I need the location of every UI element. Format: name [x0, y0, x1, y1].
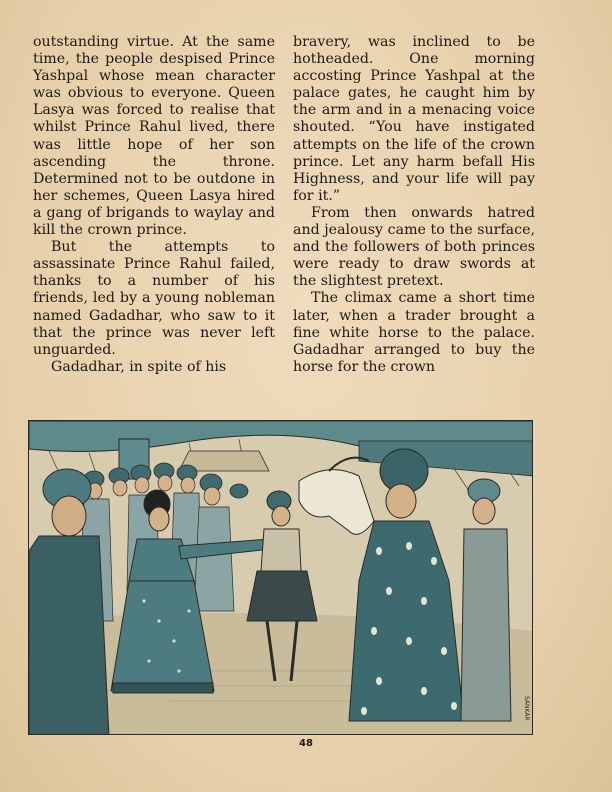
paragraph: Gadadhar, in spite of his — [51, 358, 227, 375]
artist-signature: SANKAR — [523, 696, 530, 721]
paragraph: The climax came a short time later, when a trader brought a fine white horse to the palace. Gadadhar arranged to buy the horse for the crown — [293, 290, 535, 375]
paragraph: bravery, was inclined to be hotheaded. One morning accosting Prince Yashpal at the palace gates, he caught him by the arm and in a menacing voice shouted. “You have instigated attempts on the life of the crown prince. Let any harm befall His Highness, and your life will pay for it.” — [293, 34, 535, 204]
paragraph: outstanding virtue. At the same time, the people despised Prince Yashpal whose mean character was obvious to everyone. Queen Lasya was forced to realise that whilst Prince Rahul lived, there was little hope of her son ascending the throne. Determined not to be outdone in her schemes, Queen Lasya hired a gang of brigands to waylay and kill the crown prince. — [33, 34, 275, 239]
text-column-left — [33, 34, 275, 376]
paragraph: From then onwards hatred and jealousy came to the surface, and the followers of both princes were ready to draw swords at the slightest pretext. — [293, 204, 535, 290]
page-number: 48 — [299, 738, 313, 749]
text-column-right — [293, 34, 535, 376]
palace-courtyard-illustration — [29, 421, 533, 735]
paragraph: But the attempts to assassinate Prince Rahul failed, thanks to a number of his friends, led by a young nobleman named Gadadhar, who saw to it that the prince was never left unguarded. — [33, 239, 275, 358]
story-illustration — [28, 420, 533, 735]
